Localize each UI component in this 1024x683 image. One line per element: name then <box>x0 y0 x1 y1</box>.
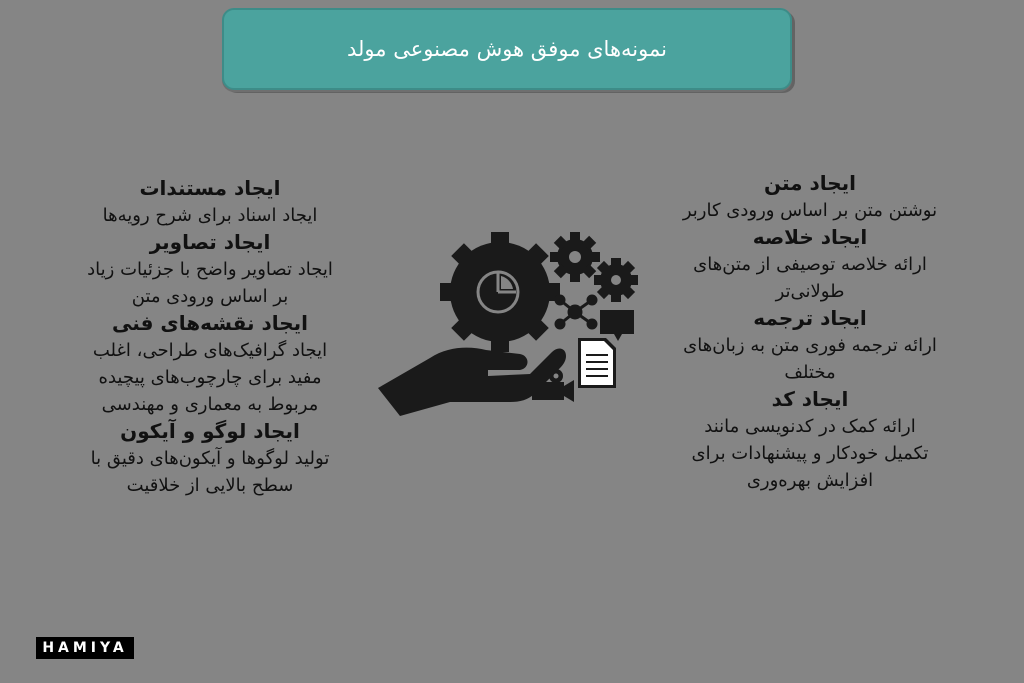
item-description: ارائه خلاصه توصیفی از متن‌های <box>693 254 927 275</box>
list-item <box>40 175 380 229</box>
list-item <box>40 229 380 310</box>
item-heading: ایجاد خلاصه <box>752 225 868 249</box>
item-description: بر اساس ورودی متن <box>131 286 289 307</box>
list-item <box>640 305 980 386</box>
gear-icon <box>594 258 638 302</box>
item-heading: ایجاد تصاویر <box>149 230 271 254</box>
page-title: نمونه‌های موفق هوش مصنوعی مولد <box>347 37 667 61</box>
item-heading: ایجاد نقشه‌های فنی <box>111 311 309 335</box>
list-item <box>640 170 980 224</box>
item-heading: ایجاد لوگو و آیکون <box>120 419 300 443</box>
item-description: ایجاد تصاویر واضح با جزئیات زیاد <box>87 259 333 280</box>
item-description: طولانی‌تر <box>775 281 845 302</box>
network-icon <box>556 296 596 328</box>
item-description: مربوط به معماری و مهندسی <box>101 394 319 415</box>
right-column <box>640 170 980 494</box>
item-heading: ایجاد ترجمه <box>753 306 867 330</box>
item-description: ارائه ترجمه فوری متن به زبان‌های <box>683 335 937 356</box>
brand-logo: HAMIYA <box>36 637 134 659</box>
item-description: ایجاد گرافیک‌های طراحی، اغلب <box>92 340 328 361</box>
ai-illustration <box>370 220 650 420</box>
title-banner <box>222 8 792 90</box>
item-description: سطح بالایی از خلاقیت <box>126 475 294 496</box>
hand-icon <box>378 348 566 416</box>
item-description: تکمیل خودکار و پیشنهادات برای <box>691 443 929 464</box>
chat-bubble-icon <box>600 310 634 341</box>
list-item <box>40 418 380 499</box>
item-description: نوشتن متن بر اساس ورودی کاربر <box>682 200 938 221</box>
item-description: ایجاد اسناد برای شرح رویه‌ها <box>102 205 318 226</box>
document-icon <box>578 338 616 388</box>
list-item <box>640 386 980 494</box>
item-description: افزایش بهره‌وری <box>746 470 874 491</box>
gear-icon <box>550 232 600 282</box>
list-item <box>640 224 980 305</box>
item-description: مختلف <box>784 362 836 383</box>
item-heading: ایجاد مستندات <box>139 176 281 200</box>
item-description: تولید لوگوها و آیکون‌های دقیق با <box>90 448 330 469</box>
item-heading: ایجاد کد <box>771 387 849 411</box>
item-description: ارائه کمک در کدنویسی مانند <box>704 416 916 437</box>
left-column <box>40 175 380 499</box>
item-description: مفید برای چارچوب‌های پیچیده <box>98 367 322 388</box>
item-heading: ایجاد متن <box>763 171 857 195</box>
list-item <box>40 310 380 418</box>
